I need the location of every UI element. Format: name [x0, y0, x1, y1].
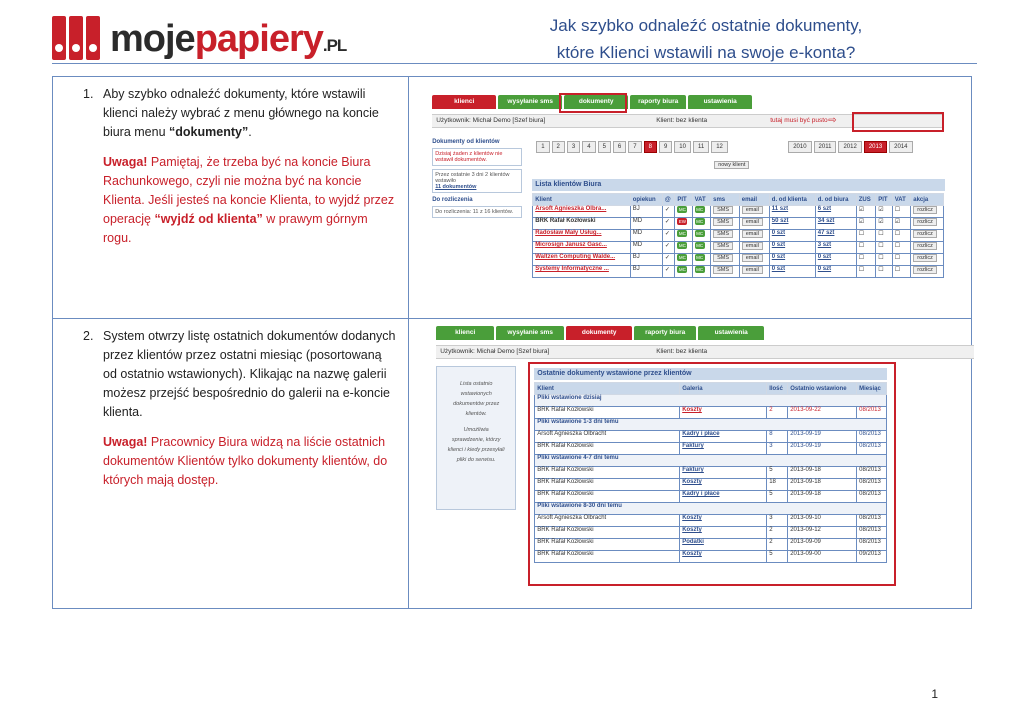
table-row: BRK Rafał Kozłowski Koszty 5 2013-09-00 09/2013: [535, 551, 887, 563]
nav-ustawienia[interactable]: ustawienia: [688, 95, 752, 109]
step-number: 1.: [83, 87, 94, 101]
table-row: BRK Rafał Kozłowski Faktury 5 2013-09-18 08/2013: [535, 467, 887, 479]
step-1-text-cell: [53, 77, 409, 319]
table-row: BRK Rafał Kozłowski Faktury 3 2013-09-19 08/2013: [535, 443, 887, 455]
table-row: Systemy Informatyczne ... BJ ✓ MC MC SMS email 0 szt 0 szt ☐ ☐ ☐ rozlicz: [533, 266, 944, 278]
group-header: Pliki wstawione 1-3 dni temu: [535, 419, 887, 431]
logo: [52, 16, 352, 62]
table-row: BRK Rafał Kozłowski MD ✓ EW MC SMS email 50 szt 34 szt ☑ ☑ ☑ rozlicz: [533, 218, 944, 230]
nav-klienci[interactable]: klienci: [436, 326, 494, 340]
client-list-title: Lista klientów Biura: [532, 179, 945, 191]
table-row: BRK Rafał Kozłowski Koszty 18 2013-09-18 08/2013: [535, 479, 887, 491]
screenshot-recent-documents: [436, 326, 956, 596]
screenshot-client-list: [432, 95, 952, 295]
logo-text: mojepapiery.PL: [110, 18, 347, 60]
step-1-screenshot-cell: [409, 77, 972, 319]
group-header: Pliki wstawione 4-7 dni temu: [535, 455, 887, 467]
page-title: Jak szybko odnaleźć ostatnie dokumenty, które Klienci wstawili na swoje e-konta?: [549, 16, 863, 62]
table-row: BRK Rafał Kozłowski Podatki 2 2013-09-09 08/2013: [535, 539, 887, 551]
nav-sms[interactable]: wysyłanie sms: [498, 95, 562, 109]
table-row: Arsoft Agnieszka Olbracht Kadry i płace 8 2013-09-19 08/2013: [535, 431, 887, 443]
user-bar: Użytkownik: Michał Demo [Szef biura] Klient: bez klienta: [436, 345, 974, 359]
table-row: Waltzen Computing Walde... BJ ✓ MC MC SMS email 0 szt 0 szt ☐ ☐ ☐ rozlicz: [533, 254, 944, 266]
nav-raporty[interactable]: raporty biura: [630, 95, 686, 109]
nav-klienci[interactable]: klienci: [432, 95, 496, 109]
step-2-paragraph: System otwrzy listę ostatnich dokumentów dodanych przez klientów przez ostatni miesiąc (posortowaną od ostatnio wstawionych). Klikając na nazwę galerii możesz przejść bespośrednio do galerii na e-koncie klienta.: [103, 329, 396, 419]
sidebar-documents: Dokumenty od klientów Dzisiaj żaden z klientów nie wstawił dokumentów. Przez ostatnie 3 dni 2 klientów wstawiło 11 dokumentów Do rozliczenia Do rozliczenia: 11 z 16 klientów.: [432, 139, 522, 235]
table-row: Microsign Janusz Gasc... MD ✓ MC MC SMS email 0 szt 3 szt ☐ ☐ ☐ rozlicz: [533, 242, 944, 254]
month-selector: 1 2 3 4 5 6 7 8 9 10 11 12: [536, 141, 730, 153]
recent-list-title: Ostatnie dokumenty wstawione przez klientów: [534, 368, 887, 380]
group-header: Pliki wstawione 8-30 dni temu: [535, 503, 887, 515]
step-2-screenshot-cell: [409, 319, 972, 609]
table-row: BRK Rafał Kozłowski Koszty 2 2013-09-12 08/2013: [535, 527, 887, 539]
user-bar: Użytkownik: Michał Demo [Szef biura] Klient: bez klienta tutaj musi być pusto ⇨: [432, 114, 942, 128]
step-2-warning: Uwaga! Pracownicy Biura widzą na liście ostatnich dokumentów Klientów tylko dokumenty klientów, do których mają dostęp.: [103, 435, 388, 487]
page-number: 1: [931, 687, 938, 701]
table-row: Arsoft Agnieszka Olbra... BJ ✓ MC MC SMS email 11 szt 6 szt ☑ ☑ ☐ rozlicz: [533, 206, 944, 218]
table-row: Radosław Mały Usług... MD ✓ MC MC SMS email 0 szt 47 szt ☐ ☐ ☐ rozlicz: [533, 230, 944, 242]
table-row: BRK Rafał Kozłowski Kadry i płace 5 2013-09-18 08/2013: [535, 491, 887, 503]
group-header: Pliki wstawione dzisiaj: [535, 395, 887, 407]
main-nav: [436, 326, 766, 340]
nav-sms[interactable]: wysyłanie sms: [496, 326, 564, 340]
arrow-right-icon: ⇨: [828, 115, 837, 126]
step-2-row: [53, 319, 972, 609]
recent-docs-link[interactable]: 11 dokumentów: [435, 184, 477, 190]
nav-dokumenty[interactable]: dokumenty: [566, 326, 632, 340]
step-1-warning: Uwaga! Pamiętaj, że trzeba być na koncie Biura Rachunkowego, czyli nie można być na koncie Klienta. Jeśli jesteś na koncie Klienta, to wyjdź przez operację “wyjdź od klienta” w prawym górnym rogu.: [103, 155, 395, 245]
table-row: Arsoft Agnieszka Olbracht Koszty 3 2013-09-10 08/2013: [535, 515, 887, 527]
new-client-button[interactable]: nowy klient: [714, 161, 749, 169]
table-row: BRK Rafał Kozłowski Koszty 2 2013-09-22 08/2013: [535, 407, 887, 419]
client-table: Klient opiekun @ PIT VAT sms email d. od klienta d. od biura ZUS PIT VAT akcja Arsoft Agnieszka Olbra... BJ ✓ MC MC SMS email 11 szt 6 szt ☑ ☑ ☐ rozlicz BRK Rafał Kozłowski MD ✓ EW MC SMS email 50 szt 34 szt ☑ ☑ ☑ rozlicz Radosław Mały Usług... MD ✓ MC MC SMS email 0 szt 47 szt ☐ ☐ ☐ rozlicz Microsign Janusz Gasc... MD ✓ MC MC SMS email 0 szt 3 szt ☐ ☐ ☐ rozlicz Waltzen Computing Walde... BJ ✓ MC MC SMS email 0 szt 0 szt ☐ ☐ ☐ rozlicz Systemy Informatyczne ... BJ ✓ MC MC SMS email 0 szt 0 szt ☐ ☐ ☐ rozlicz: [532, 193, 944, 278]
nav-dokumenty[interactable]: dokumenty: [564, 95, 628, 109]
highlight-dokumenty: [559, 93, 627, 113]
step-2-text-cell: [53, 319, 409, 609]
sidebar-info: Lista ostatnio wstawionych dokumentów przez klientów. Umożliwia sprawdzenie, którzy klienci i kiedy przesyłali pliki do serwisu.: [436, 366, 516, 510]
step-1-paragraph: Aby szybko odnaleźć dokumenty, które wstawili klienci należy wybrać z menu głównego na koncie biura menu “dokumenty”.: [103, 87, 379, 139]
instruction-table: [52, 76, 972, 609]
nav-raporty[interactable]: raporty biura: [634, 326, 696, 340]
empty-field-highlight: [852, 112, 944, 132]
recent-docs-table: Klient Galeria Ilość Ostatnio wstawione Miesiąc Pliki wstawione dzisiaj BRK Rafał Kozłowski Koszty 2 2013-09-22 08/2013 Pliki wstawione 1-3 dni temu Arsoft Agnieszka Olbracht Kadry i płace 8 2013-09-19 08/2013 BRK Rafał Kozłowski Faktury 3 2013-09-19 08/2013 Pliki wstawione 4-7 dni temu BRK Rafał Kozłowski Faktury 5 2013-09-18 08/2013 BRK Rafał Kozłowski Koszty 18 2013-09-18 08/2013 BRK Rafał Kozłowski Kadry i płace 5 2013-09-18 08/2013 Pliki wstawione 8-30 dni temu Arsoft Agnieszka Olbracht Koszty 3 2013-09-10 08/2013 BRK Rafał Kozłowski Koszty 2 2013-09-12 08/2013 BRK Rafał Kozłowski Podatki 2 2013-09-09 08/2013 BRK Rafał Kozłowski Koszty 5 2013-09-00 09/2013: [534, 382, 887, 563]
year-selector: 2010 2011 2012 2013 2014: [788, 141, 914, 153]
step-1-row: [53, 77, 972, 319]
step-number: 2.: [83, 329, 94, 343]
header-divider: [52, 63, 977, 64]
nav-ustawienia[interactable]: ustawienia: [698, 326, 764, 340]
